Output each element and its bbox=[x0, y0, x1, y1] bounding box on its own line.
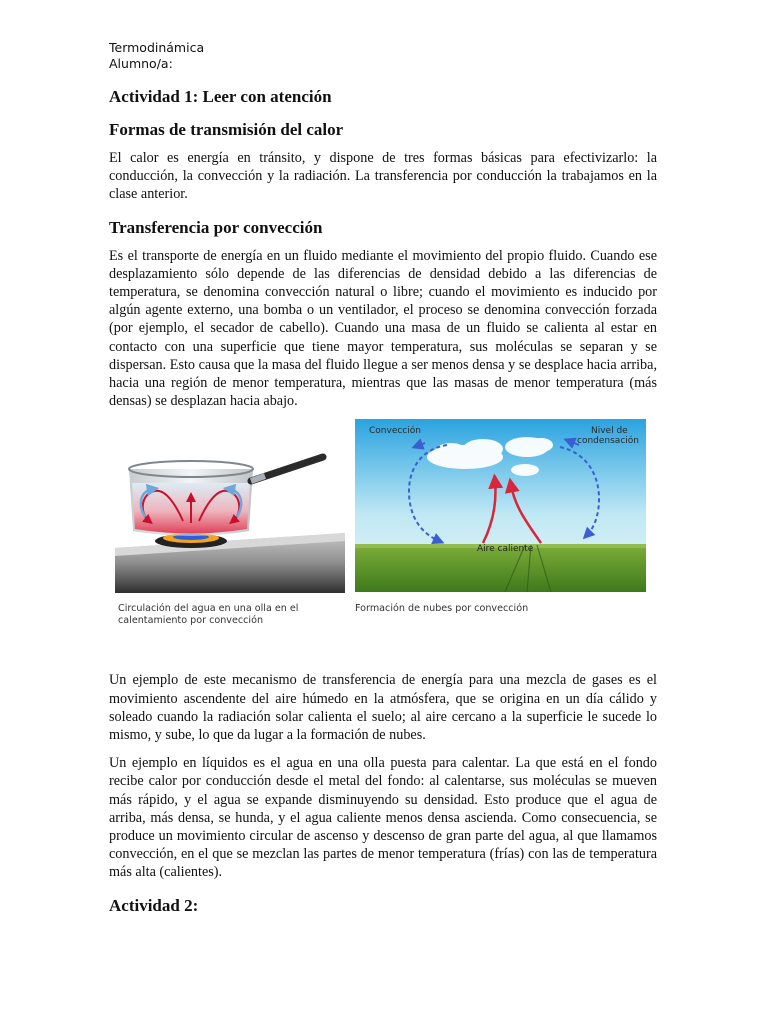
section-heat-forms-paragraph: El calor es energía en tránsito, y dispone de tres formas básicas para efectivizarlo: la conducción, la convección y la radiación. La transferencia por conducción la trabajamos en la clase anterior. bbox=[109, 150, 657, 203]
document-page bbox=[109, 40, 657, 916]
subject-label: Termodinámica bbox=[109, 40, 205, 55]
section-heat-forms-title: Formas de transmisión del calor bbox=[109, 120, 344, 139]
document-header bbox=[109, 40, 657, 72]
student-label: Alumno/a: bbox=[109, 56, 173, 71]
cloud-figure-caption: Formación de nubes por convección bbox=[355, 603, 529, 615]
gas-example-paragraph: Un ejemplo de este mecanismo de transferencia de energía para una mezcla de gases es el movimiento ascendente del aire húmedo en la atmósfera, que se origina en un día cálido y soleado cuando la radiación solar calienta el suelo; al aire cercano a la superficie le sucede lo mismo, y sube, lo que da lugar a la formación de nubes. bbox=[109, 672, 657, 744]
label-convection: Convección bbox=[369, 426, 421, 437]
label-condensation-line1: Nivel de bbox=[591, 426, 628, 437]
activity-2-title: Actividad 2: bbox=[109, 895, 199, 915]
section-convection-title: Transferencia por convección bbox=[109, 217, 323, 237]
label-hot-air: Aire caliente bbox=[477, 544, 534, 555]
liquid-example-paragraph: Un ejemplo en líquidos es el agua en una olla puesta para calentar. La que está en el fondo recibe calor por conducción desde el metal del fondo: al calentarse, sus moléculas se mueven más rápido, y el agua se expande disminuyendo su densidad. Esto produce que el agua de arriba, más densa, se hunda, y el agua caliente menos densa ascienda. Como consecuencia, se produce un movimiento circular de ascenso y descenso de gran parte del agua, al que llamamos convección, en el que se mezclan las partes de menor temperatura (frías) con las de temperatura más alta (calientes). bbox=[109, 755, 657, 881]
pot-figure-caption: Circulación del agua en una olla en el calentamiento por convección bbox=[118, 603, 299, 626]
activity-1-title: Actividad 1: Leer con atención bbox=[109, 87, 332, 106]
pot-convection-illustration bbox=[115, 423, 345, 593]
cloud-convection-illustration bbox=[355, 419, 646, 592]
section-convection-paragraph: Es el transporte de energía en un fluido mediante el movimiento del propio fluido. Cuando ese desplazamiento sólo depende de las diferencias de densidad debido a las diferencias de temperatura, se denomina convección natural o libre; cuando el movimiento es inducido por algún agente externo, una bomba o un ventilador, el proceso se denomina convección forzada (por ejemplo, el secador de cabello). Cuando una masa de un fluido se calienta al estar en contacto con una superficie que tiene mayor temperatura, sus moléculas se separan y se dispersan. Esto causa que la masa del fluido llegue a ser menos densa y se desplace hacia arriba, hacia una región de menor temperatura, mientras que las masas de menor temperatura (más densas) se desplazan hacia abajo. bbox=[109, 247, 657, 410]
convection-figures bbox=[109, 419, 657, 671]
label-condensation-line2: condensación bbox=[577, 436, 639, 447]
